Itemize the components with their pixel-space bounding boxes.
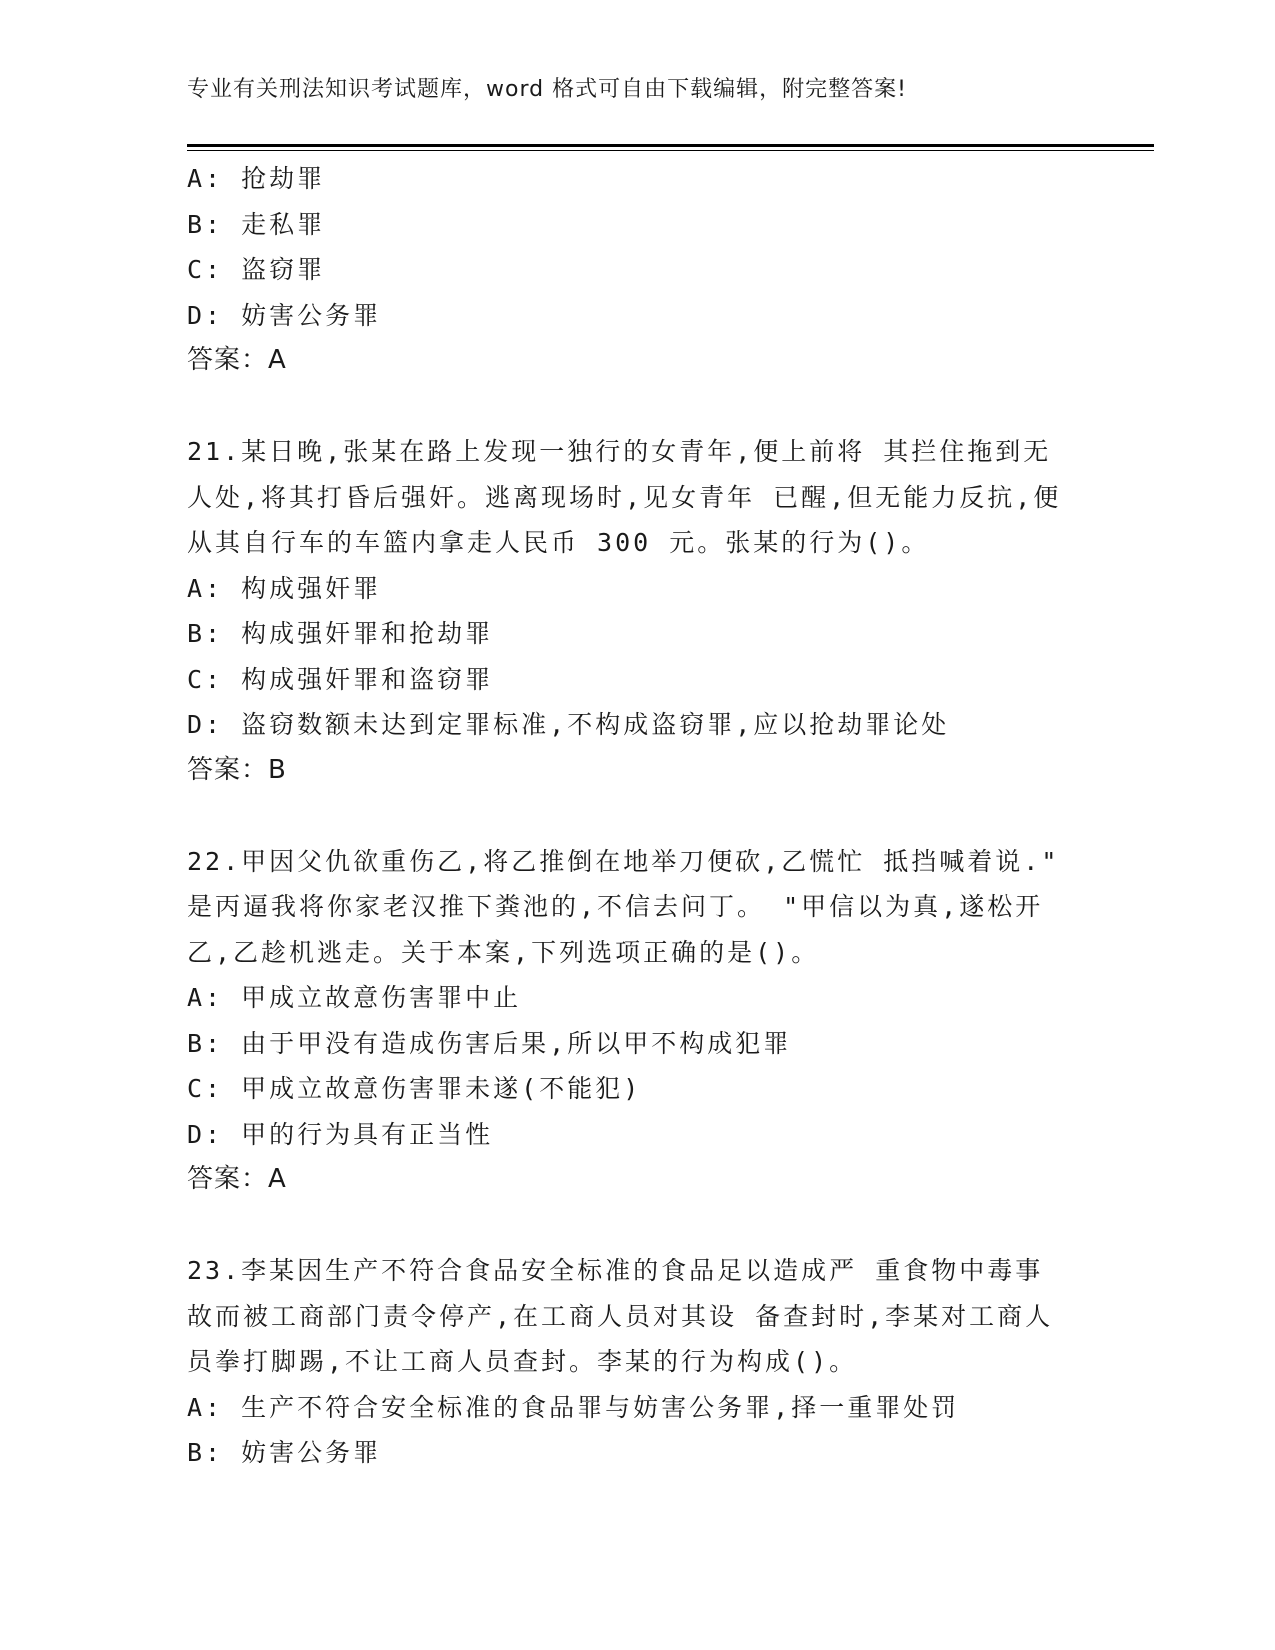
- option-d: D: 盗窃数额未达到定罪标准,不构成盗窃罪,应以抢劫罪论处: [187, 710, 950, 739]
- question-stem-line: 22.甲因父仇欲重伤乙,将乙推倒在地举刀便砍,乙慌忙 抵挡喊着说.": [187, 846, 1060, 876]
- option-b: B: 妨害公务罪: [187, 1438, 382, 1467]
- option-b: B: 由于甲没有造成伤害后果,所以甲不构成犯罪: [187, 1028, 792, 1058]
- question-stem-line: 人处,将其打昏后强奸。逃离现场时,见女青年 已醒,但无能力反抗,便: [187, 482, 1062, 512]
- option-b: B: 构成强奸罪和抢劫罪: [187, 619, 494, 648]
- spacer: [187, 384, 1087, 430]
- answer: 答案：B: [187, 754, 287, 785]
- spacer: [187, 1203, 1087, 1249]
- answer: 答案：A: [187, 345, 287, 375]
- question-stem-line: 21.某日晚,张某在路上发现一独行的女青年,便上前将 其拦住拖到无: [187, 437, 1052, 466]
- question-21: [187, 429, 1087, 793]
- answer: 答案：A: [187, 1164, 287, 1194]
- document-body: [187, 156, 1087, 1476]
- prev-question: [187, 156, 1087, 384]
- header-rule-thin: [187, 150, 1154, 151]
- question-stem-line: 23.李某因生产不符合食品安全标准的食品足以造成严 重食物中毒事: [187, 1256, 1044, 1285]
- option-a: A: 抢劫罪: [187, 164, 326, 193]
- spacer: [187, 793, 1087, 839]
- question-stem-line: 是丙逼我将你家老汉推下粪池的,不信去问丁。 "甲信以为真,遂松开: [187, 892, 1044, 921]
- option-c: C: 盗窃罪: [187, 255, 326, 284]
- option-b: B: 走私罪: [187, 209, 326, 239]
- question-stem-line: 员拳打脚踢,不让工商人员查封。李某的行为构成()。: [187, 1347, 858, 1376]
- option-c: C: 构成强奸罪和盗窃罪: [187, 664, 494, 694]
- header-rule-thick: [187, 144, 1154, 147]
- question-stem-line: 乙,乙趁机逃走。关于本案,下列选项正确的是()。: [187, 937, 820, 967]
- option-c: C: 甲成立故意伤害罪未遂(不能犯): [187, 1074, 642, 1103]
- option-d: D: 妨害公务罪: [187, 300, 382, 330]
- question-stem-line: 从其自行车的车篮内拿走人民币 300 元。张某的行为()。: [187, 528, 930, 557]
- option-a: A: 构成强奸罪: [187, 573, 382, 603]
- option-d: D: 甲的行为具有正当性: [187, 1119, 494, 1149]
- question-22: [187, 839, 1087, 1203]
- document-header: 专业有关刑法知识考试题库，word 格式可自由下载编辑，附完整答案!: [187, 77, 907, 102]
- option-a: A: 甲成立故意伤害罪中止: [187, 983, 522, 1012]
- option-a: A: 生产不符合安全标准的食品罪与妨害公务罪,择一重罪处罚: [187, 1392, 960, 1422]
- question-23: [187, 1248, 1087, 1476]
- question-stem-line: 故而被工商部门责令停产,在工商人员对其设 备查封时,李某对工商人: [187, 1301, 1054, 1331]
